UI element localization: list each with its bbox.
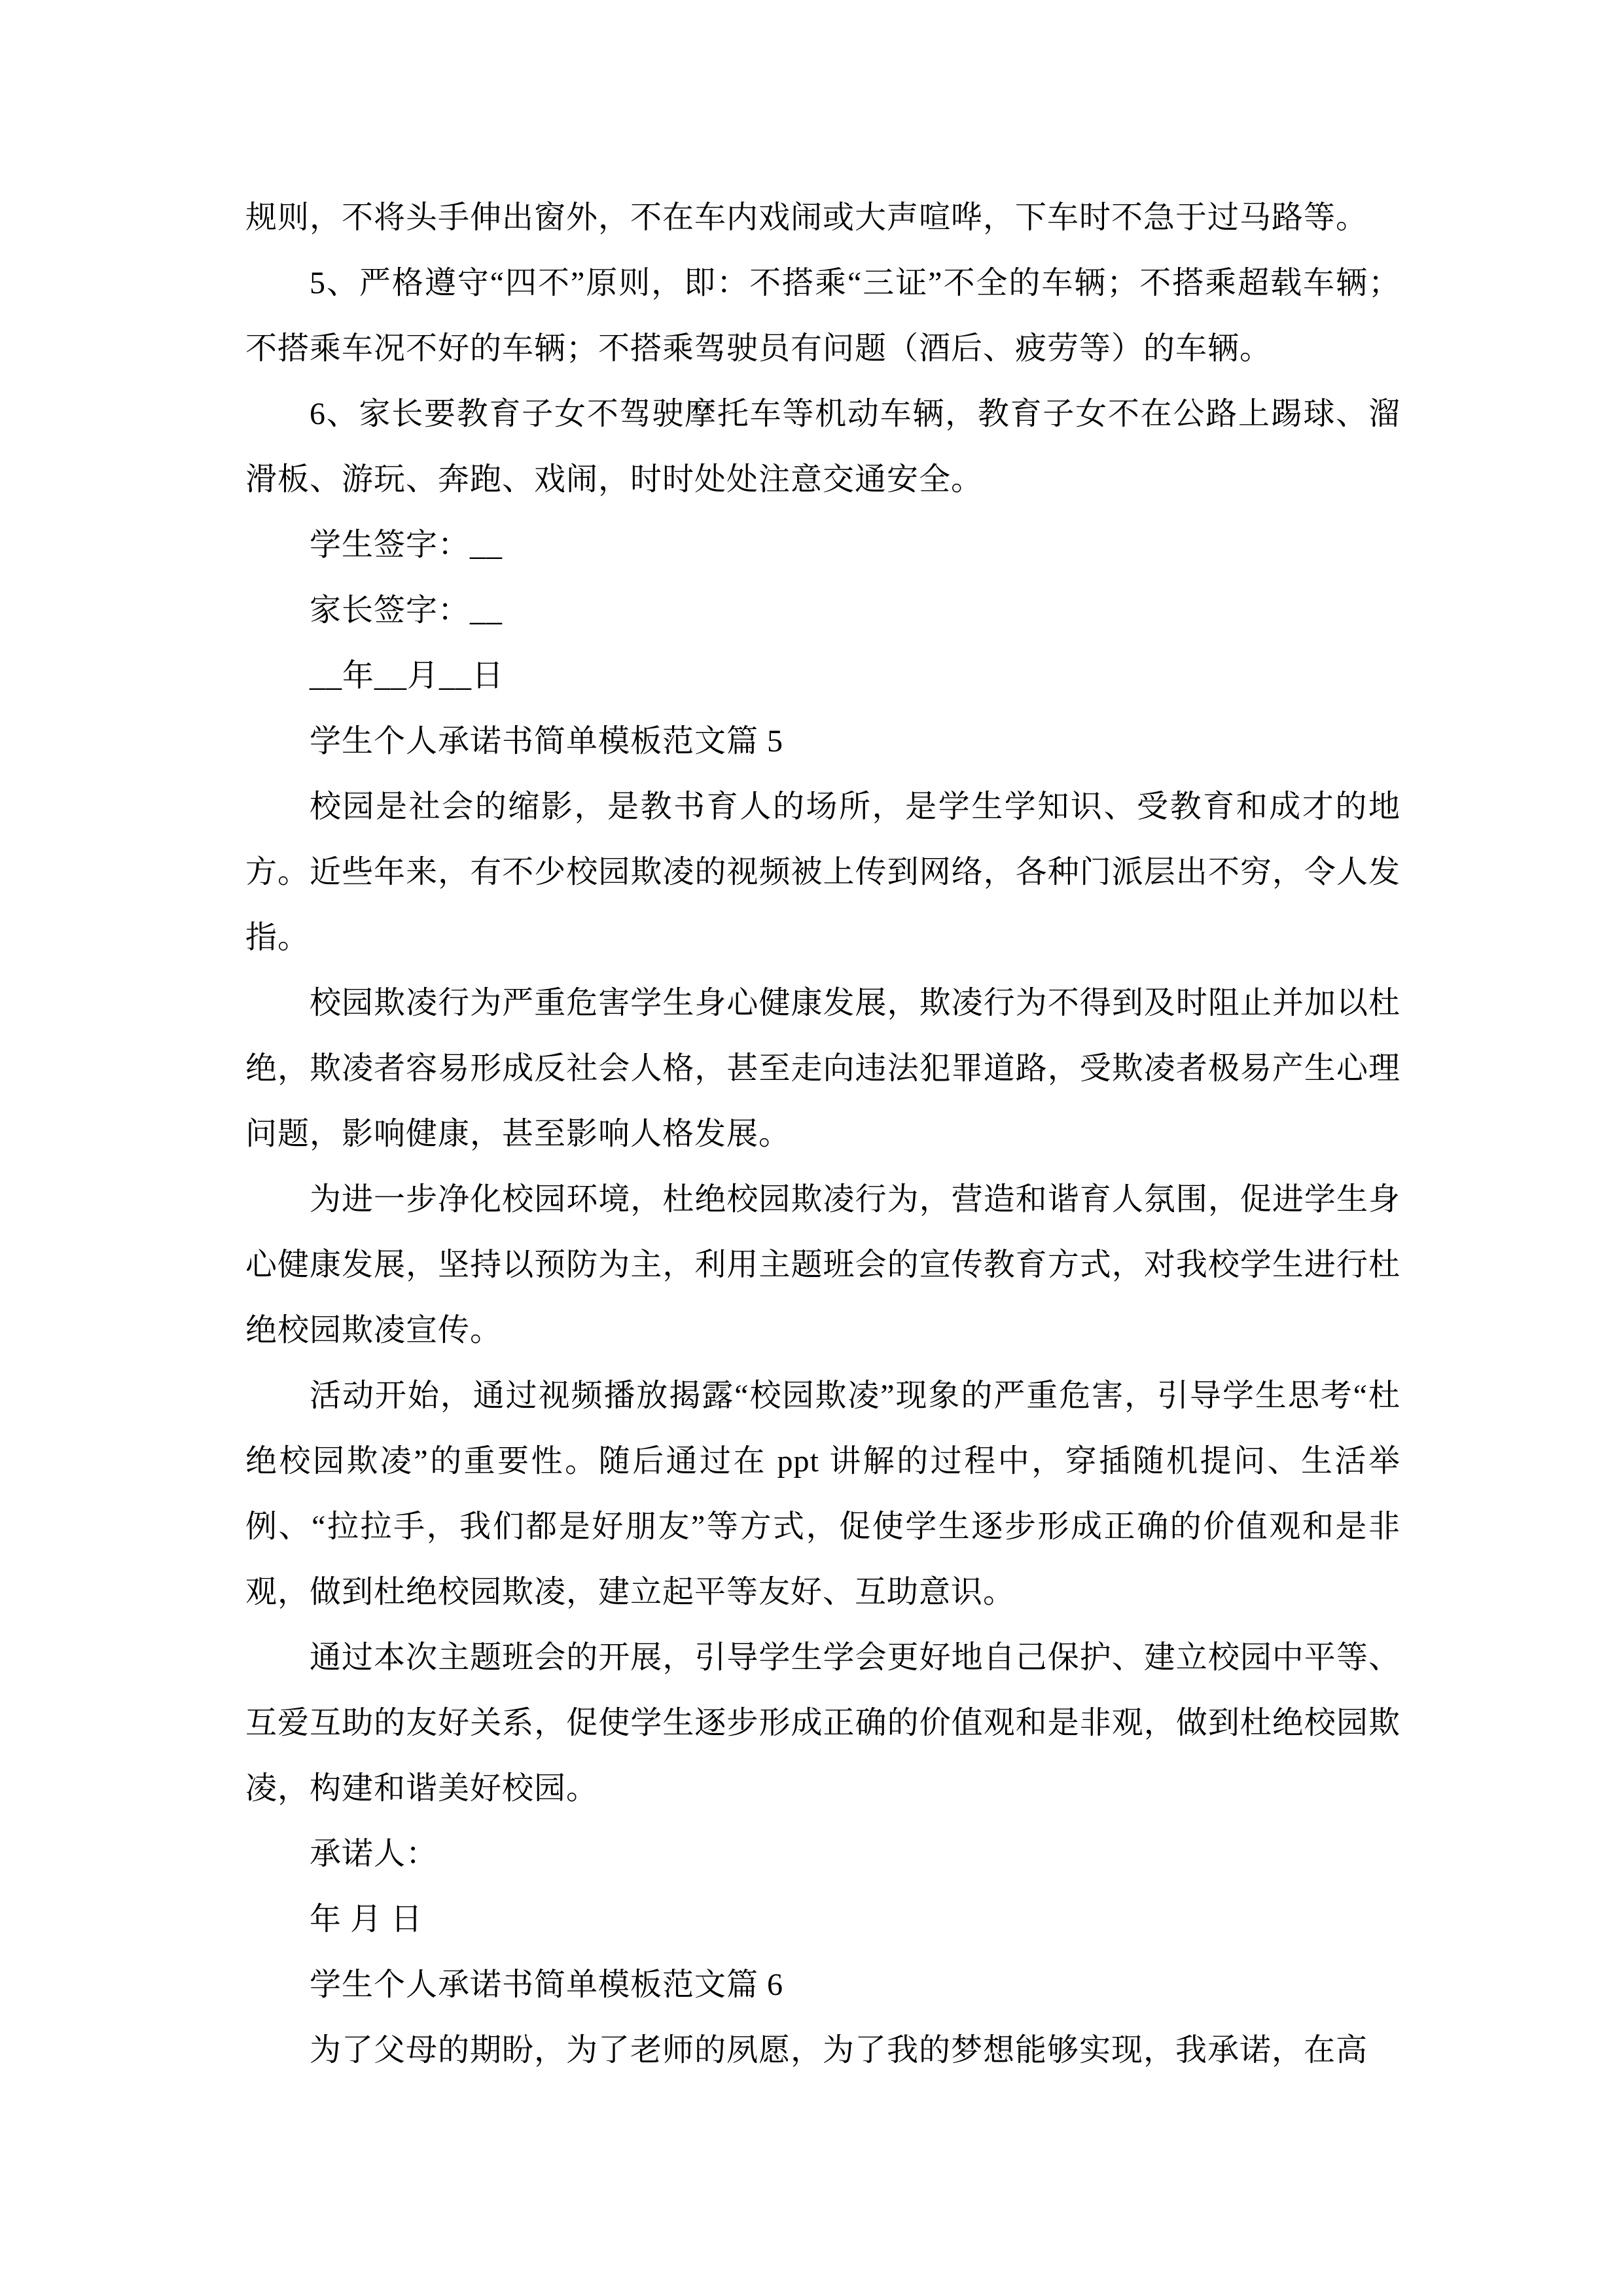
paragraph: 学生个人承诺书简单模板范文篇 5 bbox=[310, 724, 784, 759]
paragraph: __年__月__日 bbox=[310, 658, 505, 693]
paragraph: 5、严格遵守“四不”原则，即：不搭乘“三证”不全的车辆；不搭乘超载车辆；不搭乘车况不好的车辆；不搭乘驾驶员有问题（酒后、疲劳等）的车辆。 bbox=[245, 266, 1400, 366]
paragraph: 承诺人： bbox=[310, 1837, 438, 1871]
paragraph: 通过本次主题班会的开展，引导学生学会更好地自己保护、建立校园中平等、互爱互助的友好关系，促使学生逐步形成正确的价值观和是非观，做到杜绝校园欺凌，构建和谐美好校园。 bbox=[245, 1640, 1400, 1806]
paragraph: 年 月 日 bbox=[310, 1902, 423, 1937]
paragraph: 规则，不将头手伸出窗外，不在车内戏闹或大声喧哗，下车时不急于过马路等。 bbox=[245, 200, 1368, 235]
paragraph: 活动开始，通过视频播放揭露“校园欺凌”现象的严重危害，引导学生思考“杜绝校园欺凌”的重要性。随后通过在 ppt 讲解的过程中，穿插随机提问、生活举例、“拉拉手，我们都是好朋友”等方式，促使学生逐步形成正确的价值观和是非观，做到杜绝校园欺凌，建立起平等友好、互助意识。 bbox=[245, 1378, 1400, 1609]
paragraph: 家长签字：__ bbox=[310, 593, 503, 628]
paragraph: 学生签字：__ bbox=[310, 528, 503, 562]
paragraph: 校园欺凌行为严重危害学生身心健康发展，欺凌行为不得到及时阻止并加以杜绝，欺凌者容易形成反社会人格，甚至走向违法犯罪道路，受欺凌者极易产生心理问题，影响健康，甚至影响人格发展。 bbox=[245, 986, 1400, 1151]
paragraph: 为了父母的期盼，为了老师的夙愿，为了我的梦想能够实现，我承诺，在高 bbox=[310, 2033, 1368, 2068]
paragraph: 校园是社会的缩影，是教书育人的场所，是学生学知识、受教育和成才的地方。近些年来，有不少校园欺凌的视频被上传到网络，各种门派层出不穷，令人发指。 bbox=[245, 789, 1400, 955]
paragraph: 6、家长要教育子女不驾驶摩托车等机动车辆，教育子女不在公路上踢球、溜滑板、游玩、奔跑、戏闹，时时处处注意交通安全。 bbox=[245, 397, 1400, 497]
paragraph: 学生个人承诺书简单模板范文篇 6 bbox=[310, 1967, 784, 2002]
paragraph: 为进一步净化校园环境，杜绝校园欺凌行为，营造和谐育人氛围，促进学生身心健康发展，坚持以预防为主，利用主题班会的宣传教育方式，对我校学生进行杜绝校园欺凌宣传。 bbox=[245, 1182, 1400, 1348]
document-content bbox=[245, 185, 1400, 2083]
